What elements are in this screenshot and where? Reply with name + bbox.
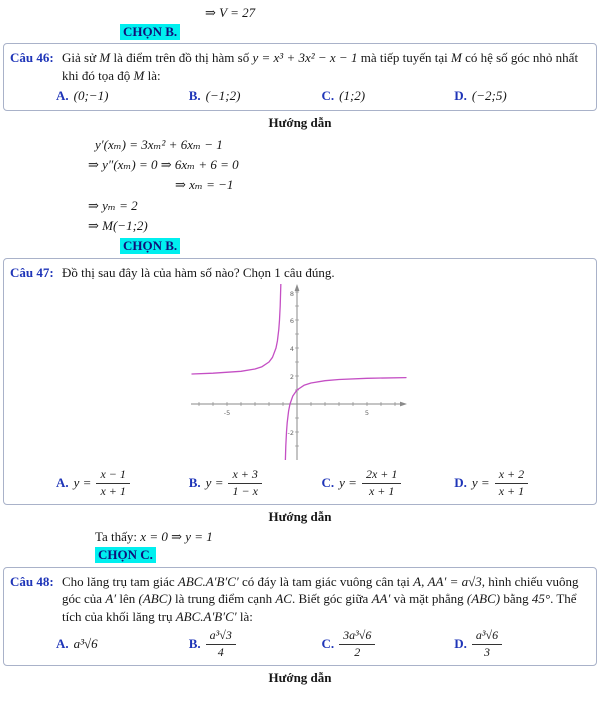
q48-math-segment: A — [413, 573, 422, 589]
q46-text-segment: Giả sử — [62, 50, 100, 65]
fraction — [472, 629, 502, 658]
chon-badge-q47-wrap — [95, 547, 600, 563]
option-48-c — [322, 629, 455, 658]
question-47-row — [10, 264, 587, 282]
q48-math-segment: AA′ = a√3 — [427, 573, 482, 589]
option-value: (0;−1) — [73, 88, 109, 104]
fraction — [96, 468, 129, 497]
fraction — [339, 629, 375, 658]
option-letter: A. — [56, 636, 69, 652]
y-axis-arrow — [294, 284, 299, 291]
option-prefix: y = — [471, 475, 490, 491]
option-letter: B. — [188, 636, 201, 652]
y-tick-label: 2 — [289, 373, 294, 382]
option-47-a — [56, 468, 189, 497]
chon-badge-q47: CHỌN C. — [95, 547, 156, 563]
q48-text-segment: Cho lăng trụ tam giác — [62, 573, 178, 589]
x-tick-label: 5 — [364, 409, 369, 418]
fraction-numerator: x + 3 — [228, 468, 261, 483]
question-46-label: Câu 46: — [10, 50, 54, 65]
fraction-numerator: 2x + 1 — [362, 468, 401, 483]
option-letter: A. — [56, 88, 69, 104]
fraction-denominator: x + 1 — [368, 483, 395, 498]
option-letter: C. — [321, 88, 335, 104]
curve-right-branch — [285, 378, 406, 460]
option-letter: C. — [321, 636, 335, 652]
chon-badge-q45: CHỌN B. — [120, 24, 180, 40]
chon-badge-q46-wrap — [120, 238, 600, 254]
fraction — [206, 629, 236, 658]
q48-math-segment: 45° — [531, 591, 551, 607]
q46-text-segment: mà tiếp tuyến tại — [357, 50, 451, 65]
q46-math-segment: y = x³ + 3x² − x − 1 — [252, 50, 358, 65]
option-value: (−2;5) — [471, 88, 507, 104]
x-axis-arrow — [400, 402, 407, 407]
q48-text-segment: , hình chiếu vuông góc của — [62, 573, 579, 607]
solution-heading-q46: Hướng dẫn — [268, 115, 332, 131]
q46-text-segment: có hệ số góc nhỏ nhất khi đó tọa độ — [62, 50, 579, 83]
option-value: (−1;2) — [205, 88, 241, 104]
q48-text-segment: . Biết góc giữa — [291, 591, 372, 607]
fraction — [495, 468, 528, 497]
q46-text-segment: là: — [144, 67, 161, 83]
question-48-label: Câu 48: — [10, 573, 54, 589]
option-48-a — [56, 636, 189, 652]
q48-text-segment: , — [421, 573, 428, 589]
fraction-denominator: 2 — [354, 644, 361, 659]
solution-heading-q47: Hướng dẫn — [268, 508, 332, 524]
function-graph-figure — [10, 284, 587, 464]
y-tick-label: 4 — [289, 345, 294, 354]
fraction-numerator: a³√3 — [206, 629, 236, 644]
option-value: (1;2) — [339, 88, 366, 104]
question-48-box — [3, 567, 597, 666]
q48-text-segment: là: — [236, 608, 253, 624]
question-47-options — [10, 468, 587, 497]
graph-canvas — [191, 284, 407, 460]
option-46-d — [454, 88, 587, 104]
q48-math-segment: ABC.A′B′C′ — [177, 573, 239, 589]
fraction-denominator: x + 1 — [100, 483, 126, 498]
solution-step: y′(xₘ) = 3xₘ² + 6xₘ − 1 — [95, 137, 223, 153]
question-48-text — [62, 573, 587, 626]
chon-badge-q46: CHỌN B. — [120, 238, 180, 254]
q46-math-segment: M — [450, 50, 462, 65]
fraction — [362, 468, 401, 497]
q47-note-label: Ta thấy: — [95, 528, 141, 544]
curve-left-branch — [192, 284, 281, 374]
option-prefix: y = — [73, 475, 92, 491]
solution-heading-q48: Hướng dẫn — [268, 669, 332, 685]
fraction-numerator: x + 2 — [495, 468, 528, 483]
q48-text-segment: . Thể tích của khối lăng trụ — [62, 591, 577, 624]
option-46-b — [189, 88, 322, 104]
fraction-denominator: 3 — [483, 644, 490, 659]
fraction-numerator: 3a³√6 — [339, 629, 375, 644]
q48-math-segment: (ABC) — [466, 591, 501, 607]
question-47-label: Câu 47: — [10, 264, 54, 280]
q48-math-segment: AC — [275, 591, 292, 607]
option-46-c — [322, 88, 455, 104]
fraction-numerator: x − 1 — [96, 468, 129, 483]
option-prefix: y = — [339, 475, 357, 491]
q48-math-segment: (ABC) — [138, 591, 172, 607]
q47-note — [95, 529, 600, 545]
option-letter: B. — [188, 475, 201, 491]
question-47-box — [3, 258, 597, 505]
chon-badge-top-wrap — [120, 24, 600, 40]
option-46-a — [56, 88, 189, 104]
q48-text-segment: bằng — [500, 591, 532, 607]
q48-text-segment: lên — [116, 591, 139, 607]
option-letter: B. — [188, 88, 201, 104]
option-letter: D. — [454, 88, 467, 104]
solution-step: ⇒ y″(xₘ) = 0 ⇒ 6xₘ + 6 = 0 — [88, 157, 239, 173]
q48-math-segment: ABC.A′B′C′ — [175, 608, 237, 624]
q48-text-segment: là trung điểm cạnh — [171, 591, 276, 607]
fraction-denominator: x + 1 — [498, 483, 525, 498]
fraction-numerator: a³√6 — [472, 629, 502, 644]
solution-step: ⇒ M(−1;2) — [88, 217, 148, 233]
formula-implies-v-27: ⇒ V = 27 — [205, 5, 256, 20]
fraction — [228, 468, 261, 497]
question-48-row — [10, 573, 587, 626]
solution-step: ⇒ xₘ = −1 — [175, 177, 234, 193]
q48-math-segment: A′ — [105, 591, 117, 607]
option-letter: A. — [56, 475, 69, 491]
option-47-d — [454, 468, 587, 497]
q47-note-math: x = 0 ⇒ y = 1 — [140, 528, 213, 544]
solution-step: ⇒ yₘ = 2 — [88, 197, 138, 213]
q48-text-segment: và mặt phẳng — [390, 591, 467, 607]
option-47-b — [189, 468, 322, 497]
option-letter: C. — [321, 475, 335, 491]
option-48-d — [454, 629, 587, 658]
option-48-b — [189, 629, 322, 658]
option-letter: D. — [454, 475, 467, 491]
q48-math-segment: AA′ — [371, 591, 391, 607]
q46-math-segment: M — [133, 67, 145, 83]
fraction-denominator: 4 — [217, 644, 224, 659]
y-tick-label: 6 — [289, 317, 294, 326]
question-48-options — [10, 629, 587, 658]
fraction-denominator: 1 − x — [232, 483, 258, 498]
x-tick-label: -5 — [223, 409, 230, 418]
question-47-text: Đồ thị sau đây là của hàm số nào? Chọn 1 câu đúng. — [62, 264, 335, 280]
q46-math-segment: M — [99, 50, 111, 65]
option-47-c — [322, 468, 455, 497]
option-value: a³√6 — [73, 636, 98, 652]
question-46-options — [10, 88, 587, 104]
y-tick-label: -2 — [287, 429, 294, 438]
option-letter: D. — [454, 636, 467, 652]
q48-text-segment: có đáy là tam giác vuông cân tại — [238, 573, 414, 589]
y-tick-label: 8 — [289, 290, 294, 299]
option-prefix: y = — [205, 475, 224, 491]
question-46-text — [62, 49, 587, 84]
question-46-row — [10, 49, 587, 84]
question-46-box — [3, 43, 597, 111]
q46-text-segment: là điểm trên đồ thị hàm số — [110, 50, 253, 65]
